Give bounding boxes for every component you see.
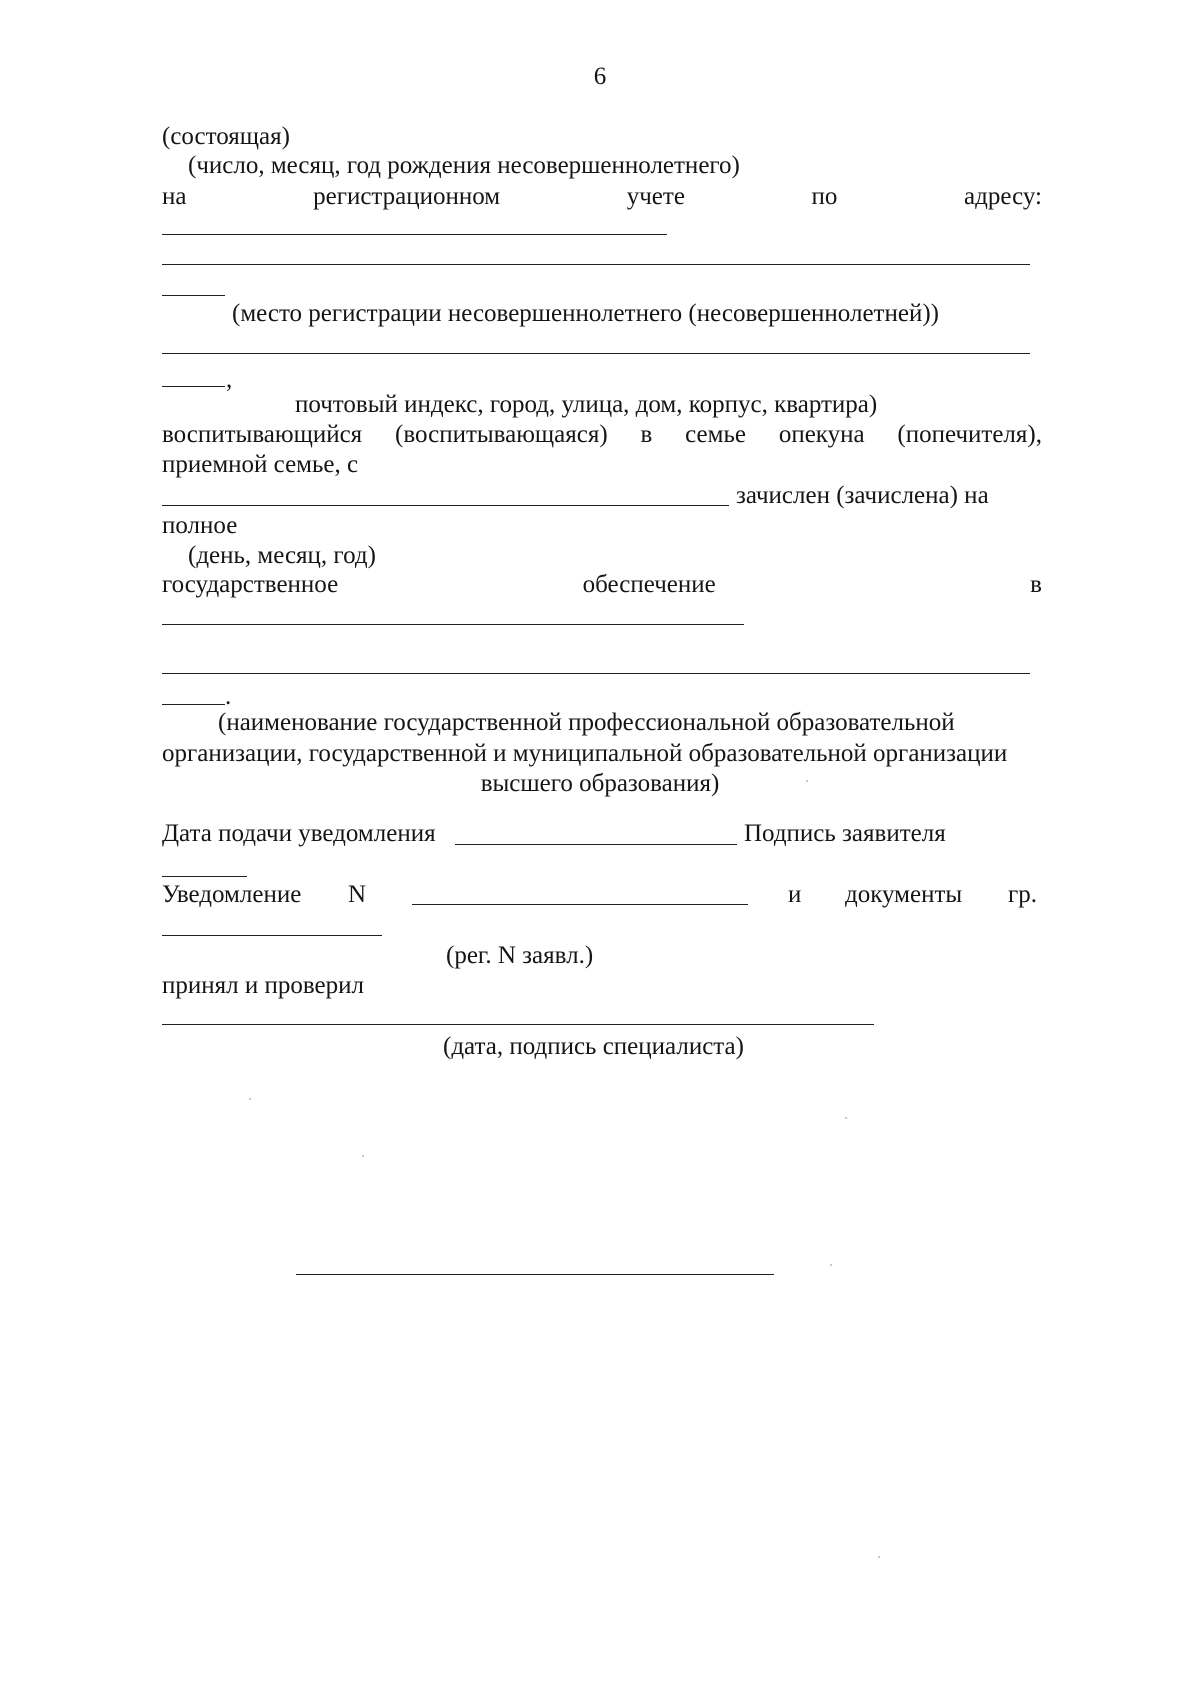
submit-date-blank <box>455 844 737 845</box>
accepted-text: принял и проверил <box>162 972 364 999</box>
scan-speck <box>830 1264 832 1266</box>
org-label-2: организации, государственной и муниципальной образовательной организации <box>162 740 1008 767</box>
word: семье <box>685 421 746 448</box>
org-label-3: высшего образования) <box>480 770 720 797</box>
place-label: (место регистрации несовершеннолетнего (несовершеннолетней)) <box>232 300 939 327</box>
word: в <box>1030 571 1042 598</box>
upbringing-line <box>162 420 1042 450</box>
dob-label: (число, месяц, год рождения несовершеннолетнего) <box>188 152 740 179</box>
word: (попечителя), <box>897 421 1042 448</box>
address-blank-2 <box>162 264 1030 265</box>
word: адресу: <box>964 183 1042 210</box>
page-number: 6 <box>593 63 607 90</box>
scan-speck <box>362 1155 364 1157</box>
word: (воспитывающаяся) <box>395 421 608 448</box>
consisting-text: (состоящая) <box>162 123 290 150</box>
notice-citizen: гр. <box>1008 881 1038 908</box>
word: по <box>811 183 838 210</box>
enrolled-text: зачислен (зачислена) на <box>736 482 989 509</box>
word: регистрационном <box>313 183 501 210</box>
notice-documents: документы <box>845 881 963 908</box>
org-label-1: (наименование государственной профессиональной образовательной <box>218 709 955 736</box>
word: воспитывающийся <box>162 421 363 448</box>
applicant-signature-label: Подпись заявителя <box>744 820 946 847</box>
full-text: полное <box>162 512 238 539</box>
closing-rule <box>296 1274 774 1275</box>
word: государственное <box>162 571 339 598</box>
scan-speck <box>806 780 808 782</box>
specialist-blank <box>162 1024 874 1025</box>
word: в <box>640 421 653 448</box>
org-blank-3 <box>162 704 225 705</box>
org-blank-2 <box>162 673 1030 674</box>
word: на <box>162 183 187 210</box>
word: обеспечение <box>582 571 716 598</box>
place-blank-1 <box>162 353 1030 354</box>
scan-speck <box>845 1117 847 1119</box>
registration-line <box>162 182 1042 212</box>
word: учете <box>626 183 685 210</box>
foster-text: приемной семье, с <box>162 451 359 478</box>
scan-speck <box>878 1556 880 1558</box>
address-blank-1 <box>162 234 667 235</box>
date-label: (день, месяц, год) <box>188 542 376 569</box>
place-blank-2 <box>162 386 225 387</box>
signature-blank <box>162 876 247 877</box>
notice-number-blank <box>412 904 748 905</box>
submit-date-label: Дата подачи уведомления <box>162 820 436 847</box>
date-blank <box>162 505 729 506</box>
state-support-line <box>162 570 1042 600</box>
period: . <box>225 683 232 710</box>
specialist-label: (дата, подпись специалиста) <box>443 1033 744 1060</box>
notice-and: и <box>788 881 802 908</box>
word: опекуна <box>778 421 865 448</box>
notice-n: N <box>348 881 367 908</box>
org-blank-1 <box>162 624 744 625</box>
citizen-blank <box>162 935 382 936</box>
reg-no-label: (рег. N заявл.) <box>446 942 594 969</box>
comma: , <box>226 366 233 393</box>
address-blank-3 <box>162 295 225 296</box>
postal-label: почтовый индекс, город, улица, дом, корпус, квартира) <box>295 391 878 418</box>
scan-speck <box>249 1098 251 1100</box>
notice-word: Уведомление <box>162 881 302 908</box>
